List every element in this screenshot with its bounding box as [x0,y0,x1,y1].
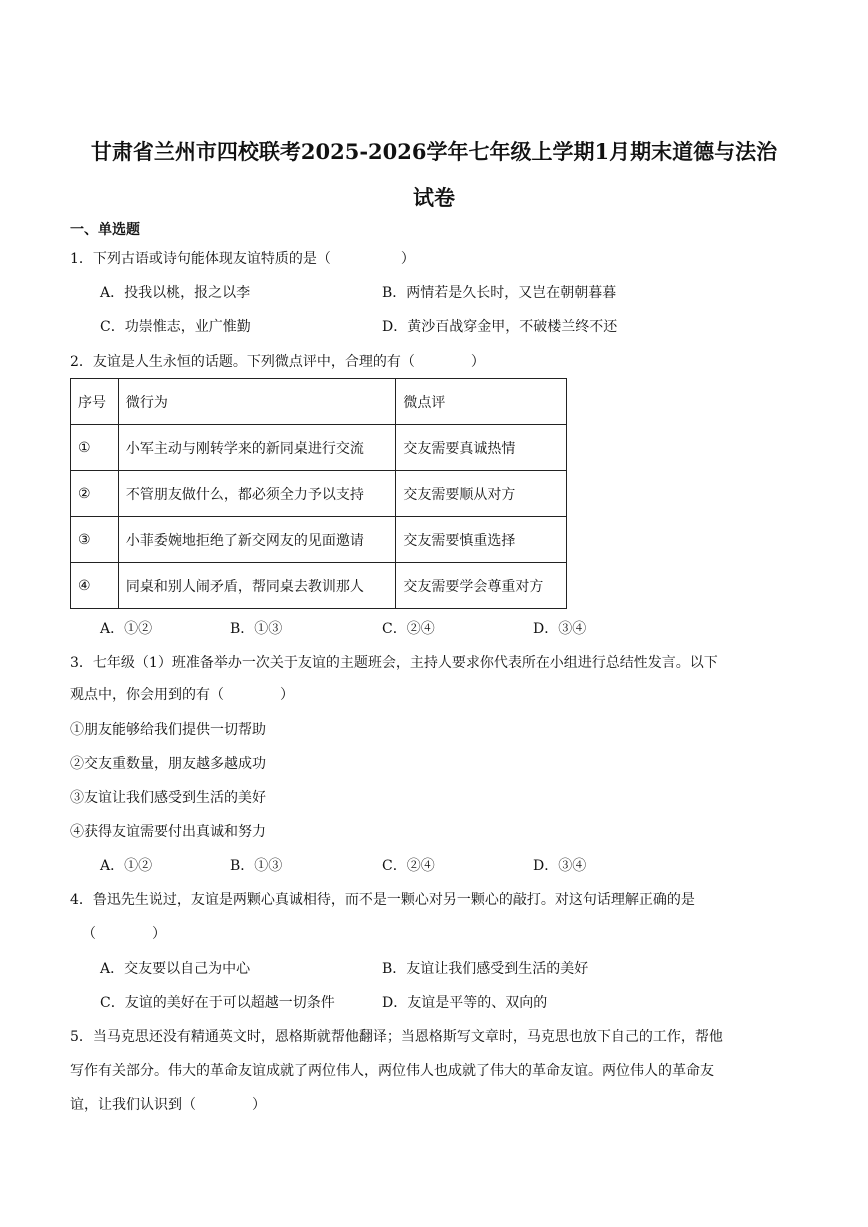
q2-stem: 2．友谊是人生永恒的话题。下列微点评中，合理的有（ ） [70,354,485,370]
q1-option-c: C．功崇惟志，业广惟勤 [100,319,251,335]
q2-option-a: A．①② [100,621,153,637]
q4-option-a: A．交友要以自己为中心 [100,961,251,977]
q3-option-d: D．③④ [533,858,587,874]
table-cell: ① [71,425,119,471]
q3-statement-1: ①朋友能够给我们提供一切帮助 [70,722,266,738]
table-cell: 同桌和别人闹矛盾，帮同桌去教训那人 [118,563,395,609]
table-cell: 小军主动与刚转学来的新同桌进行交流 [118,425,395,471]
table-cell: 交友需要慎重选择 [396,517,567,563]
q3-statement-2: ②交友重数量，朋友越多越成功 [70,756,266,772]
q4-option-b: B．友谊让我们感受到生活的美好 [382,961,589,977]
table-header-row [71,379,567,425]
q3-statement-4: ④获得友谊需要付出真诚和努力 [70,824,266,840]
q3-option-b: B．①③ [230,858,283,874]
table-header-cell: 微点评 [396,379,567,425]
table-cell: ③ [71,517,119,563]
exam-title-line2: 试卷 [413,185,455,210]
table-cell: 交友需要顺从对方 [396,471,567,517]
q3-statement-3: ③友谊让我们感受到生活的美好 [70,790,266,806]
q1-option-a: A．投我以桃，报之以李 [100,285,251,301]
q3-option-c: C．②④ [382,858,435,874]
exam-title-line1: 甘肃省兰州市四校联考2025-2026学年七年级上学期1月期末道德与法治 [90,139,778,164]
table-cell: ② [71,471,119,517]
q1-stem: 1．下列古语或诗句能体现友谊特质的是（ ） [70,251,415,267]
table-cell: 交友需要学会尊重对方 [396,563,567,609]
section-heading: 一、单选题 [70,222,140,238]
table-row [71,471,567,517]
q4-option-d: D．友谊是平等的、双向的 [382,995,548,1011]
q5-stem-line2: 写作有关部分。伟大的革命友谊成就了两位伟人，两位伟人也成就了伟大的革命友谊。两位伟人的革命友 [70,1063,714,1079]
q3-stem-line1: 3．七年级（1）班准备举办一次关于友谊的主题班会，主持人要求你代表所在小组进行总结性发言。以下 [70,655,718,671]
table-cell: ④ [71,563,119,609]
q4-stem-line2: （ ） [82,926,166,942]
table-header-cell: 序号 [71,379,119,425]
q2-option-b: B．①③ [230,621,283,637]
q4-stem-line1: 4．鲁迅先生说过，友谊是两颗心真诚相待，而不是一颗心对另一颗心的敲打。对这句话理解正确的是 [70,892,695,908]
q3-stem-line2: 观点中，你会用到的有（ ） [70,687,294,703]
table-cell: 小菲委婉地拒绝了新交网友的见面邀请 [118,517,395,563]
q5-stem-line1: 5．当马克思还没有精通英文时，恩格斯就帮他翻译；当恩格斯写文章时，马克思也放下自己的工作，帮他 [70,1029,723,1045]
q1-option-b: B．两情若是久长时，又岂在朝朝暮暮 [382,285,617,301]
q3-option-a: A．①② [100,858,153,874]
q1-option-d: D．黄沙百战穿金甲，不破楼兰终不还 [382,319,618,335]
q2-table [70,378,567,609]
table-row [71,517,567,563]
table-cell: 不管朋友做什么，都必须全力予以支持 [118,471,395,517]
table-row [71,563,567,609]
q2-option-d: D．③④ [533,621,587,637]
q2-option-c: C．②④ [382,621,435,637]
table-cell: 交友需要真诚热情 [396,425,567,471]
table-row [71,425,567,471]
q5-stem-line3: 谊，让我们认识到（ ） [70,1097,266,1113]
q4-option-c: C．友谊的美好在于可以超越一切条件 [100,995,335,1011]
table-header-cell: 微行为 [118,379,395,425]
